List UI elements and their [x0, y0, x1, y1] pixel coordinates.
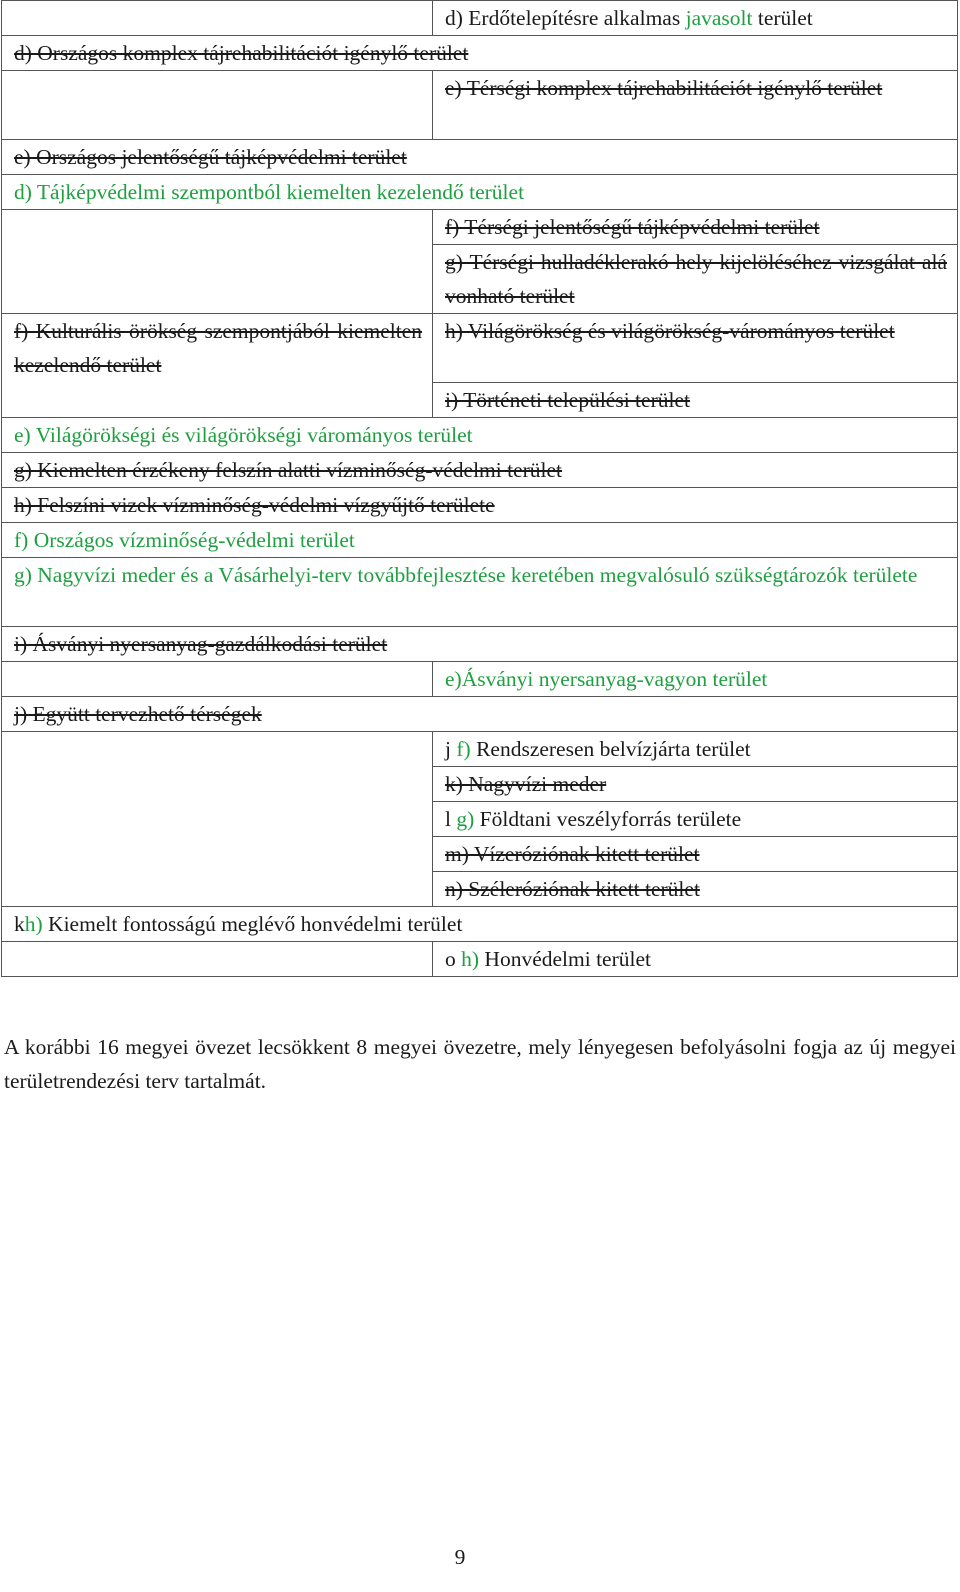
table-cell-empty — [2, 732, 433, 907]
table-row — [2, 36, 958, 71]
table-cell: d) Erdőtelepítésre alkalmas javasolt terület — [433, 1, 958, 36]
table-cell: f) Országos vízminőség-védelmi terület — [2, 523, 958, 558]
table-cell-empty — [2, 662, 433, 697]
table-cell: j) Együtt tervezhető térségek — [2, 697, 958, 732]
page-number: 9 — [454, 1545, 466, 1569]
table-row — [2, 732, 958, 767]
table-row — [2, 523, 958, 558]
table-cell: n) Széleróziónak kitett terület — [433, 872, 958, 907]
table-row — [2, 453, 958, 488]
table-cell: g) Kiemelten érzékeny felszín alatti vízminőség-védelmi terület — [2, 453, 958, 488]
table-row — [2, 627, 958, 662]
table-cell: e) Világörökségi és világörökségi várományos terület — [2, 418, 958, 453]
table-cell: g) Térségi hulladéklerakó hely kijelöléséhez vizsgálat alá vonható terület — [433, 245, 958, 314]
table-cell-empty — [2, 71, 433, 140]
table-cell: i) Történeti települési terület — [433, 383, 958, 418]
table-cell-empty — [2, 1, 433, 36]
table-cell: k) Nagyvízi meder — [433, 767, 958, 802]
table-cell: e)Ásványi nyersanyag-vagyon terület — [433, 662, 958, 697]
table-cell: e) Országos jelentőségű tájképvédelmi terület — [2, 140, 958, 175]
table-row — [2, 314, 958, 383]
table-cell: l g) Földtani veszélyforrás területe — [433, 802, 958, 837]
table-row — [2, 488, 958, 523]
table-cell: j f) Rendszeresen belvízjárta terület — [433, 732, 958, 767]
body-paragraph: A korábbi 16 megyei övezet lecsökkent 8 megyei övezetre, mely lényegesen befolyásolni fogja az új megyei területrendezési terv tartalmát. — [4, 1034, 956, 1093]
table-cell: d) Tájképvédelmi szempontból kiemelten kezelendő terület — [2, 175, 958, 210]
table-cell: h) Világörökség és világörökség-várományos terület — [433, 314, 958, 383]
zone-comparison-table — [1, 0, 958, 977]
table-cell: o h) Honvédelmi terület — [433, 942, 958, 977]
table-row — [2, 942, 958, 977]
table-cell: d) Országos komplex tájrehabilitációt igénylő terület — [2, 36, 958, 71]
table-cell: e) Térségi komplex tájrehabilitációt igénylő terület — [433, 71, 958, 140]
table-row — [2, 1, 958, 36]
table-row — [2, 907, 958, 942]
table-row — [2, 140, 958, 175]
table-cell: f) Kulturális örökség szempontjából kiemelten kezelendő terület — [2, 314, 433, 418]
table-cell: h) Felszíni vizek vízminőség-védelmi vízgyűjtő területe — [2, 488, 958, 523]
table-cell: kh) Kiemelt fontosságú meglévő honvédelmi terület — [2, 907, 958, 942]
table-row — [2, 662, 958, 697]
table-cell: f) Térségi jelentőségű tájképvédelmi terület — [433, 210, 958, 245]
table-row — [2, 418, 958, 453]
table-cell-empty — [2, 942, 433, 977]
table-row — [2, 697, 958, 732]
table-cell-empty — [2, 210, 433, 314]
table-row — [2, 558, 958, 627]
table-row — [2, 175, 958, 210]
table-row — [2, 210, 958, 245]
table-cell: m) Vízeróziónak kitett terület — [433, 837, 958, 872]
table-row — [2, 71, 958, 140]
table-cell: i) Ásványi nyersanyag-gazdálkodási terület — [2, 627, 958, 662]
table-cell: g) Nagyvízi meder és a Vásárhelyi-terv továbbfejlesztése keretében megvalósuló szükségtározók területe — [2, 558, 958, 627]
